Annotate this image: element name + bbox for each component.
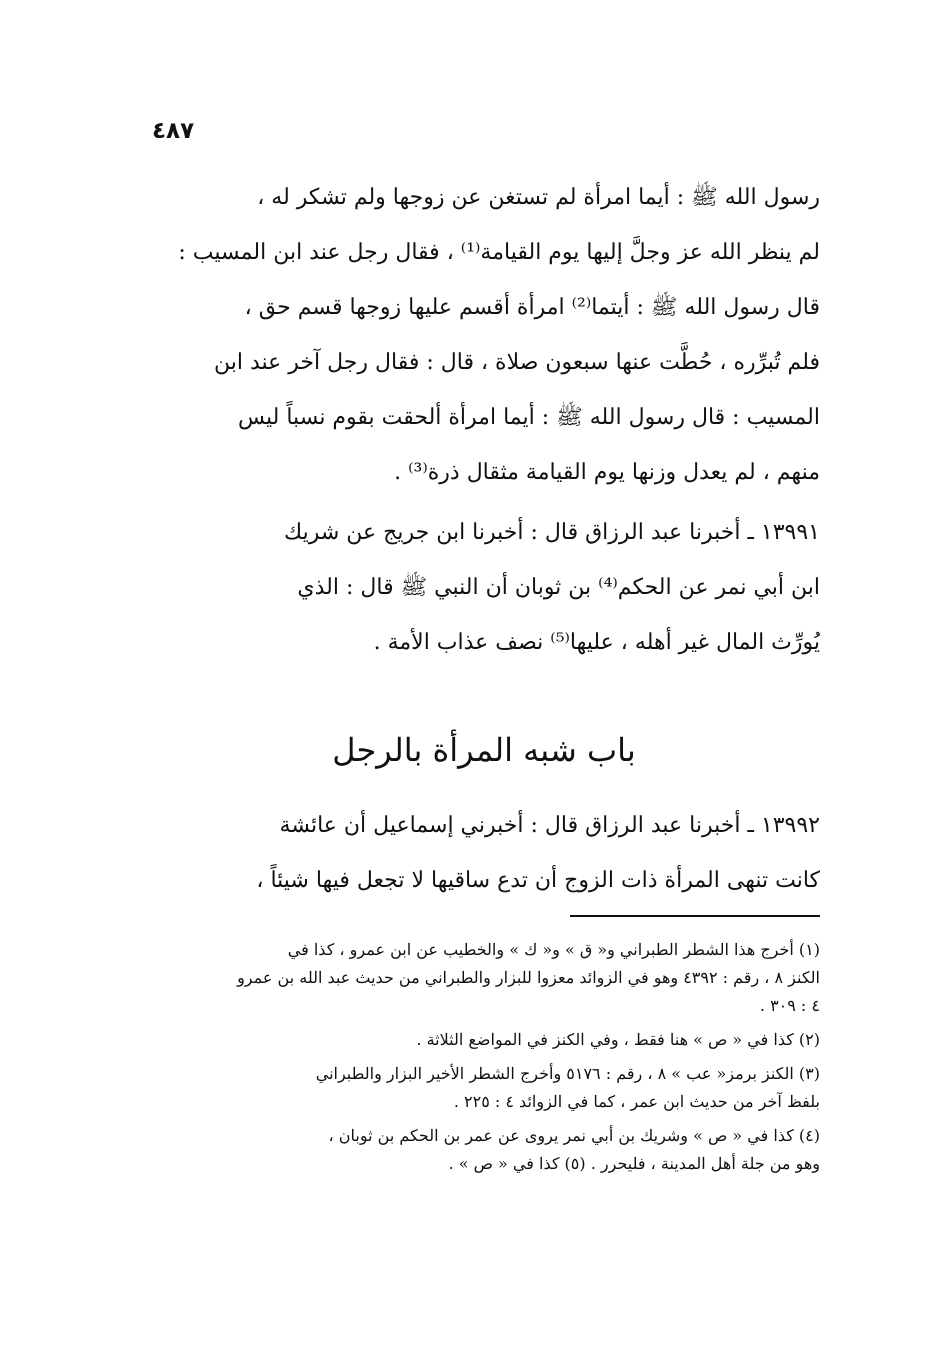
footnote-1 (148, 936, 820, 1020)
text-line: ١٣٩٩٢ ـ أخبرنا عبد الرزاق قال : أخبرني إسماعيل أن عائشة (279, 813, 820, 838)
hadith-13991-paragraph (148, 505, 820, 670)
page-number: ٤٨٧ (152, 118, 195, 144)
hadith-13992-paragraph (148, 798, 820, 908)
footnote-line: الكنز ٨ ، رقم : ٤٣٩٢ وهو في الزوائد معزوا للبزار والطبراني من حديث عبد الله بن عمرو (237, 968, 820, 987)
footnote-divider (570, 915, 820, 917)
chapter-heading: باب شبه المرأة بالرجل (332, 731, 636, 769)
text-line: المسيب : قال رسول الله ﷺ : أيما امرأة ألحقت بقوم نسباً ليس (237, 405, 820, 430)
text-line: منهم ، لم يعدل وزنها يوم القيامة مثقال ذرة⁽³⁾ . (394, 460, 820, 485)
footnote-line: (٤) كذا في « ص » وشريك بن أبي نمر يروى عن عمر بن الحكم بن ثوبان ، (328, 1126, 820, 1145)
text-line: ابن أبي نمر عن الحكم⁽⁴⁾ بن ثوبان أن النبي ﷺ قال : الذي (297, 575, 820, 600)
text-line: لم ينظر الله عز وجلَّ إليها يوم القيامة⁽¹⁾ ، فقال رجل عند ابن المسيب : (178, 240, 820, 265)
footnote-2 (148, 1026, 820, 1054)
footnote-3 (148, 1060, 820, 1116)
footnote-line: وهو من جلة أهل المدينة ، فليحرر . (٥) كذا في « ص » . (448, 1154, 820, 1173)
text-line: فلم تُبرِّره ، حُطَّت عنها سبعون صلاة ، قال : فقال رجل آخر عند ابن (214, 350, 820, 375)
footnote-line: ٤ : ٣٠٩ . (759, 996, 820, 1015)
text-line: ١٣٩٩١ ـ أخبرنا عبد الرزاق قال : أخبرنا ابن جريج عن شريك (284, 520, 820, 545)
intro-paragraph (148, 170, 820, 500)
footnote-line: (٢) كذا في « ص » هنا فقط ، وفي الكنز في المواضع الثلاثة . (416, 1030, 820, 1049)
text-line: كانت تنهى المرأة ذات الزوج أن تدع ساقيها لا تجعل فيها شيئاً ، (256, 868, 820, 893)
text-line: رسول الله ﷺ : أيما امرأة لم تستغن عن زوجها ولم تشكر له ، (257, 185, 820, 210)
text-line: قال رسول الله ﷺ : أيتما⁽²⁾ امرأة أقسم عليها زوجها قسم حق ، (244, 295, 820, 320)
footnote-line: (٣) الكنز برمز« عب » ٨ ، رقم : ٥١٧٦ وأخرج الشطر الأخير البزار والطبراني (315, 1064, 820, 1083)
footnote-4 (148, 1122, 820, 1178)
text-line: يُورِّث المال غير أهله ، عليها⁽⁵⁾ نصف عذاب الأمة . (373, 630, 820, 655)
footnote-line: بلفظ آخر من حديث ابن عمر ، كما في الزوائد ٤ : ٢٢٥ . (453, 1092, 820, 1111)
footnotes (148, 936, 820, 1178)
footnote-line: (١) أخرج هذا الشطر الطبراني و« ق » و« ك » والخطيب عن ابن عمرو ، كذا في (287, 940, 820, 959)
